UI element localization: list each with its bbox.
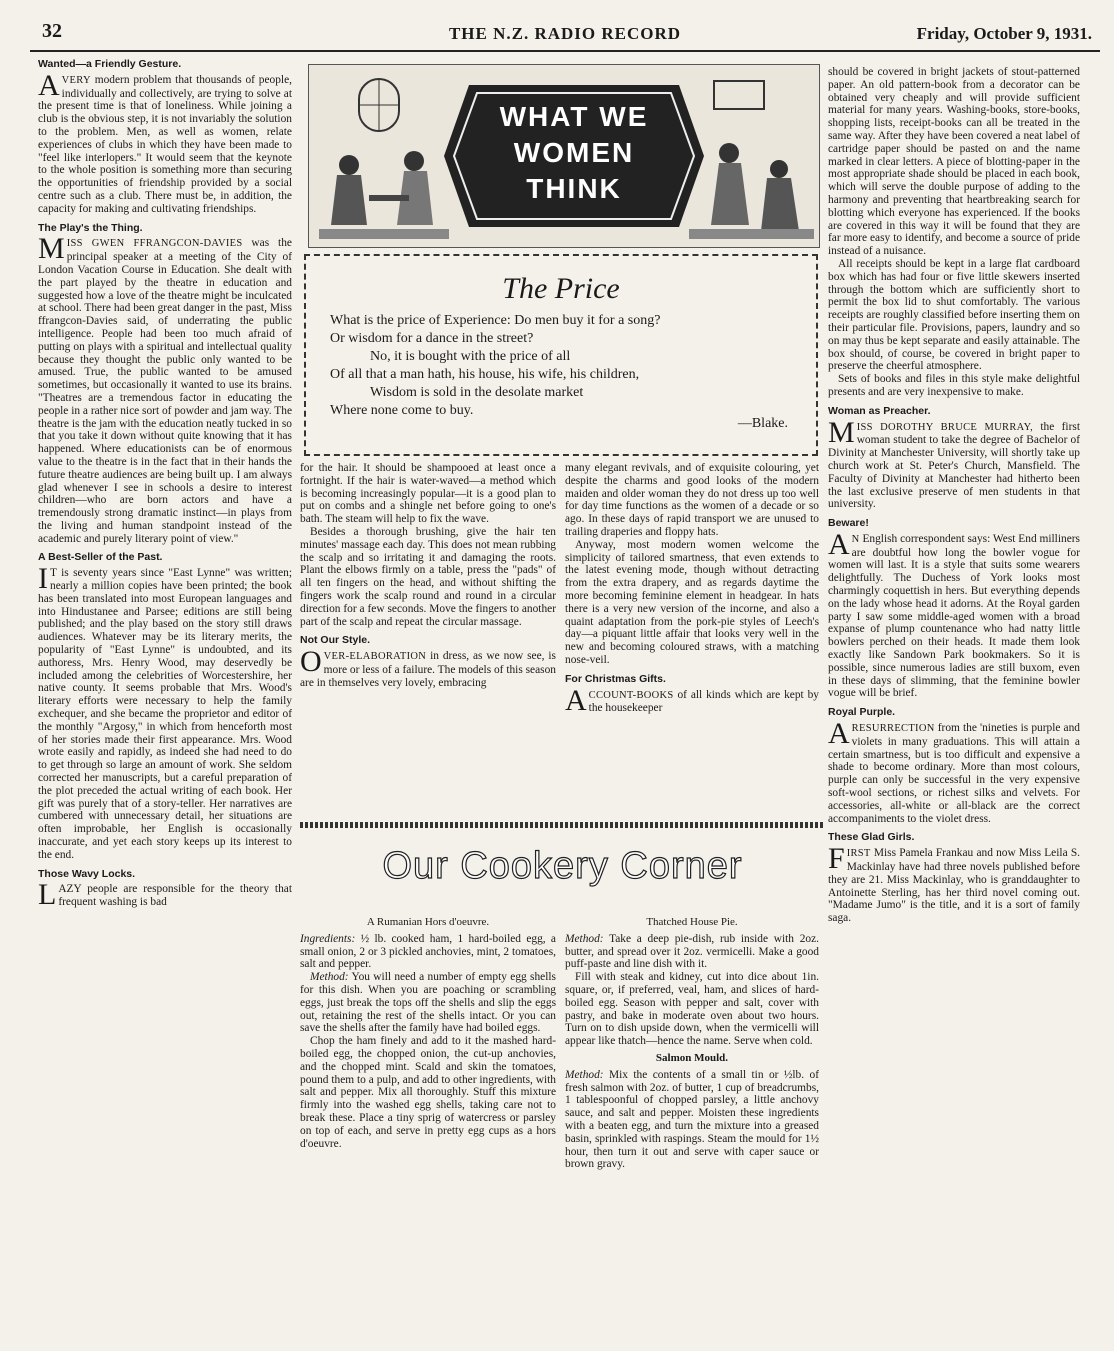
page-number: 32 bbox=[42, 20, 62, 42]
cookery-column-1 bbox=[300, 912, 556, 1312]
drop-cap: A bbox=[828, 717, 850, 751]
drop-cap: M bbox=[828, 415, 855, 449]
article-paragraph: should be covered in bright jackets of stout-patterned paper. An old pattern-book from a decorator can be obtained very cheaply and will provide sufficient material for many years. Washing-books, store-books, shopping lists, receipt-books can all be treated in the same way. After they have been covered a neat label of cartridge paper should be pasted on and the name marked in clear letters. A piece of blotting-paper in the most appropriate shade should be placed in each book, which will serve the double purpose of adding to the harmony and preventing that heartbreaking search for blotting which everyone has experienced. If the books are covered in this way it will be found that they are far more easy to identify, and become a source of pride instead of a nuisance. bbox=[828, 66, 1080, 258]
drop-cap: O bbox=[300, 645, 322, 679]
drop-cap: A bbox=[565, 683, 587, 717]
recipe-method: Method: Take a deep pie-dish, rub inside with 2oz. butter, and spread over it 2oz. vermicelli. Make a good puff-paste and line dish with it. bbox=[565, 932, 819, 971]
issue-date: Friday, October 9, 1931. bbox=[916, 24, 1092, 43]
drop-cap: I bbox=[38, 562, 48, 596]
section-heading: Beware! bbox=[828, 517, 869, 530]
article-paragraph: Sets of books and files in this style make delightful presents and are very inexpensive to make. bbox=[828, 373, 1080, 398]
section-heading: A Best-Seller of the Past. bbox=[38, 551, 163, 564]
article-paragraph: I T is seventy years since "East Lynne" was written; nearly a million copies have been printed; the book has been translated into most European languages and into Hindustanee and Parsee; editions are still being published; and the play based on the story still draws audiences. Whatever may be its literary merits, the popularity of "East Lynne" is undoubted, and its authoress, Mrs. Henry Wood, may deservedly be included among the celebrities of Worcestershire, her native county. It seems probable that Mrs. Wood's literary efforts were necessary to help the family exchequer, and she became the proprietor and editor of the monthly "Argosy," in which from henceforth most of her stories made their first appearance. Mrs. Wood wrote easily and rapidly, as indeed she had need to do to get through so large an amount of work. She seldom corrected her manuscripts, but a careful preparation of the plot preceded the actual writing of each book. Her gift was purely that of a story-teller. Her narratives are cumbered with unnecessary detail, her situations are often improbable, her English is occasionally inaccurate, and yet each story keeps up its interest to the end. bbox=[38, 562, 292, 861]
section-heading: Wanted—a Friendly Gesture. bbox=[38, 58, 182, 70]
poem-line: Wisdom is sold in the desolate market bbox=[370, 385, 584, 400]
poem-box bbox=[304, 254, 818, 456]
poem-title: The Price bbox=[502, 272, 620, 305]
column-2 bbox=[300, 462, 556, 814]
drop-cap: L bbox=[38, 878, 57, 912]
article-paragraph: OVER-ELABORATION in dress, as we now see, is more or less of a failure. The models of this season are in themselves very lovely, embracing bbox=[300, 645, 556, 689]
poem-line: Where none come to buy. bbox=[330, 403, 474, 418]
poem-attribution: —Blake. bbox=[737, 416, 788, 431]
section-heading: For Christmas Gifts. bbox=[565, 672, 666, 685]
recipe-method: Method: Mix the contents of a small tin or ½lb. of fresh salmon with 2oz. of butter, 1 cup of breadcrumbs, 1 tablespoonful of chopped parsley, a little anchovy sauce, and salt and pepper. Moisten these ingredients with a beaten egg, and turn the mixture into a greased basin, sprinkled with raspings. Steam the mould for 1½ hour, then turn it out and serve with caper sauce or brown gravy. bbox=[565, 1068, 819, 1171]
cookery-title: Our Cookery Corner bbox=[382, 845, 743, 887]
article-paragraph: many elegant revivals, and of exquisite colouring, yet despite the charms and good looks of the modern maiden and older woman they do not dress up too well for day time functions as the women of a decade or so ago. In these days of rapid transport we are unused to trailing draperies and floppy hats. bbox=[565, 462, 819, 538]
article-paragraph: ARESURRECTION from the 'nineties is purple and violets in many graduations. This will attain a certain smartness, but is too difficult and expensive a shade to become ordinary. More than most colours, purple can only be successful in the very expensive soft-wool sections, or richest silks and velvets. For accessories, all-white or all-black are the correct accompaniments to the violet dress. bbox=[828, 717, 1080, 825]
article-paragraph: AVERY modern problem that thousands of people, individually and collectively, are trying to solve at the present time is that of loneliness. While joining a club is the obvious step, it is not invariably the solution to the problem. Men, as well as women, relate experiences of clubs in which they have been made to "feel like interlopers." It would seem that the keynote to the whole position is something more than securing the opportunities of friendship provided by a social centre such as a club. There must be, in addition, the capacity for making and cultivating friendships. bbox=[38, 68, 292, 215]
recipe-paragraph: Chop the ham finely and add to it the mashed hard-boiled egg, the chopped onion, the cut-up anchovies, and the chopped mint. Scald and skin the tomatoes, pound them to a pulp, and add to other ingredients, with salt and pepper. Mix all thoroughly. Stuff this mixture firmly into the washed egg shells, taking care not to break these. Place a tiny sprig of watercress or parsley on top of each, and serve in pretty egg cups as a hors d'oeuvre. bbox=[300, 1035, 556, 1150]
recipe-ingredients: Ingredients: ½ lb. cooked ham, 1 hard-boiled egg, a small onion, 2 or 3 pickled anchovies, mint, 2 tomatoes, salt and pepper. bbox=[300, 932, 556, 971]
drop-cap: A bbox=[828, 527, 850, 561]
poem-lines bbox=[330, 312, 800, 420]
column-3 bbox=[565, 462, 819, 814]
section-heading: Royal Purple. bbox=[828, 706, 896, 719]
banner-title: WHAT WE WOMEN THINK bbox=[499, 101, 649, 204]
article-paragraph: MISS DOROTHY BRUCE MURRAY, the first woman student to take the degree of Bachelor of Divinity at Manchester University, will shortly take up church work at St. Peter's Church, Mansfield. The Faculty of Divinity at Manchester had hitherto been the last exclusive preserve of men students in that university. bbox=[828, 415, 1080, 511]
article-paragraph: ACCOUNT-BOOKS of all kinds which are kept by the housekeeper bbox=[565, 683, 819, 717]
recipe-paragraph: Fill with steak and kidney, cut into dice about 1in. square, or, if preferred, veal, ham, and slices of hard-boiled egg. Season with pepper and salt, cover with pastry, and bake in moderate oven about two hours. Turn on to dish upside down, when the vermicelli will appear like thatch—hence the name. Serve when cold. bbox=[565, 971, 819, 1048]
article-paragraph: A N English correspondent says: West End milliners are doubtful how long the bowler vogue for women will last. It is a style that suits some wearers delightfully. The Duchess of York looks most charmingly coquettish in hers. But everything depends on the lady whose head it adorns. At the Royal garden party I saw some middle-aged women with a broad expanse of plump countenance who had natty little bowlers perched on their heads. It made them look exactly like Sandown Park bookmakers. So it is possible, since numerous ladies are still buxom, even in these days of slimming, that the feminine bowler vogue will be brief. bbox=[828, 527, 1080, 700]
recipe-title: A Rumanian Hors d'oeuvre. bbox=[366, 916, 490, 928]
article-paragraph: Anyway, most modern women welcome the simplicity of tailored smartness, that even extends to the latest evening mode, though without detracting from the extra drapery, and as regards daytime the more becoming feminine element in headgear. In hats there is a very new version of the incorne, and also a quaint adaptation from the pork-pie styles of Leech's day—a piquant little affair that looks very well in the new and becoming coloured straws, with a matching nose-veil. bbox=[565, 538, 819, 666]
section-heading: These Glad Girls. bbox=[828, 831, 915, 844]
drop-cap: A bbox=[38, 68, 60, 102]
section-heading: Not Our Style. bbox=[300, 634, 371, 647]
masthead bbox=[30, 20, 1100, 52]
article-paragraph: MISS GWEN FFRANGCON-DAVIES was the principal speaker at a meeting of the City of London Vacation Course in Education. She dealt with the part played by the theatre in education and suggested how a love of the theatre might be inculcated at school. There had been great danger in the past, Miss ffrangcon-Davies said, of underrating the public intelligence. People had been too much afraid of putting on plays with a spiritual and intellectual quality because they thought the public only wanted to be amused. True, the public wanted to be amused sometimes, but occasionally it wanted to use its brains. "Theatres are a tremendous factor in educating the people in a rather nice sort of powder and jam way. The theatre is the jam with the education neatly tucked in so that you take it down without quite knowing that it has happened. Where educationists can be of enormous value to the theatre is in the fact that in their hands the future theatre audiences are being built up. I am always glad whenever I see in schools a desire to interest children—who are born actors and have a tremendously strong dramatic instinct—in plays from the living and human standpoint instead of the academic and purely literary point of view." bbox=[38, 232, 292, 545]
recipe-title: Salmon Mould. bbox=[655, 1051, 729, 1064]
section-heading: Those Wavy Locks. bbox=[38, 867, 136, 880]
column-4 bbox=[828, 66, 1080, 1316]
what-we-women-think-banner bbox=[308, 64, 820, 248]
article-paragraph: All receipts should be kept in a large flat cardboard box which has had four or five little skewers inserted through the bottom which are sufficiently short to permit the box lid to shut comfortably. The various receipts are roughly classified before inserting them on their particular file. Provisions, papers, laundry and so on may thus be kept separate and easily attainable. The box should, of course, be covered in bright paper to preserve the cheerful atmosphere. bbox=[828, 257, 1080, 373]
recipe-title: Thatched House Pie. bbox=[646, 916, 738, 928]
recipe-method: Method: You will need a number of empty egg shells for this dish. When you are poaching or scrambling eggs, just break the tops off the shells and slip the eggs out, retaining the rest of the shells intact. Or you can save the shells after the family have had boiled eggs. bbox=[300, 971, 556, 1035]
cookery-column-2 bbox=[565, 912, 819, 1312]
drop-cap: M bbox=[38, 232, 65, 266]
poem-line: Or wisdom for a dance in the street? bbox=[330, 331, 534, 346]
column-1 bbox=[38, 58, 292, 1308]
article-paragraph: FIRST Miss Pamela Frankau and now Miss Leila S. Mackinlay have had three novels published before they are 21. Miss Mackinlay, who is granddaughter to Antoinette Sterling, has her third novel coming out. "Madame Jumo" is the title, and it is a sort of family saga. bbox=[828, 842, 1080, 925]
paper-title: THE N.Z. RADIO RECORD bbox=[448, 24, 682, 43]
section-heading: Woman as Preacher. bbox=[828, 404, 931, 417]
section-divider bbox=[300, 822, 825, 828]
poem-line: What is the price of Experience: Do men buy it for a song? bbox=[330, 313, 661, 328]
article-paragraph: LAZY people are responsible for the theory that frequent washing is bad bbox=[38, 878, 292, 912]
poem-line: No, it is bought with the price of all bbox=[370, 349, 571, 364]
article-paragraph: for the hair. It should be shampooed at least once a fortnight. If the hair is water-waved—a method which is becoming increasingly popular—it is a good plan to put on combs and a shingle net before going to one's bath. The steam will help to fix the wave. bbox=[300, 462, 556, 526]
drop-cap: F bbox=[828, 842, 845, 876]
article-paragraph: Besides a thorough brushing, give the hair ten minutes' massage each day. This does not mean rubbing the scalp and so irritating it and damaging the roots. Plant the elbows firmly on a table, press the "pads" of all ten fingers on the head, and without shifting the fingers work the scalp round and round in a circular direction for a few seconds. Move the fingers to another part of the scalp and repeat the circular massage. bbox=[300, 525, 556, 628]
section-heading: The Play's the Thing. bbox=[38, 221, 143, 234]
poem-line: Of all that a man hath, his house, his wife, his children, bbox=[330, 367, 640, 382]
